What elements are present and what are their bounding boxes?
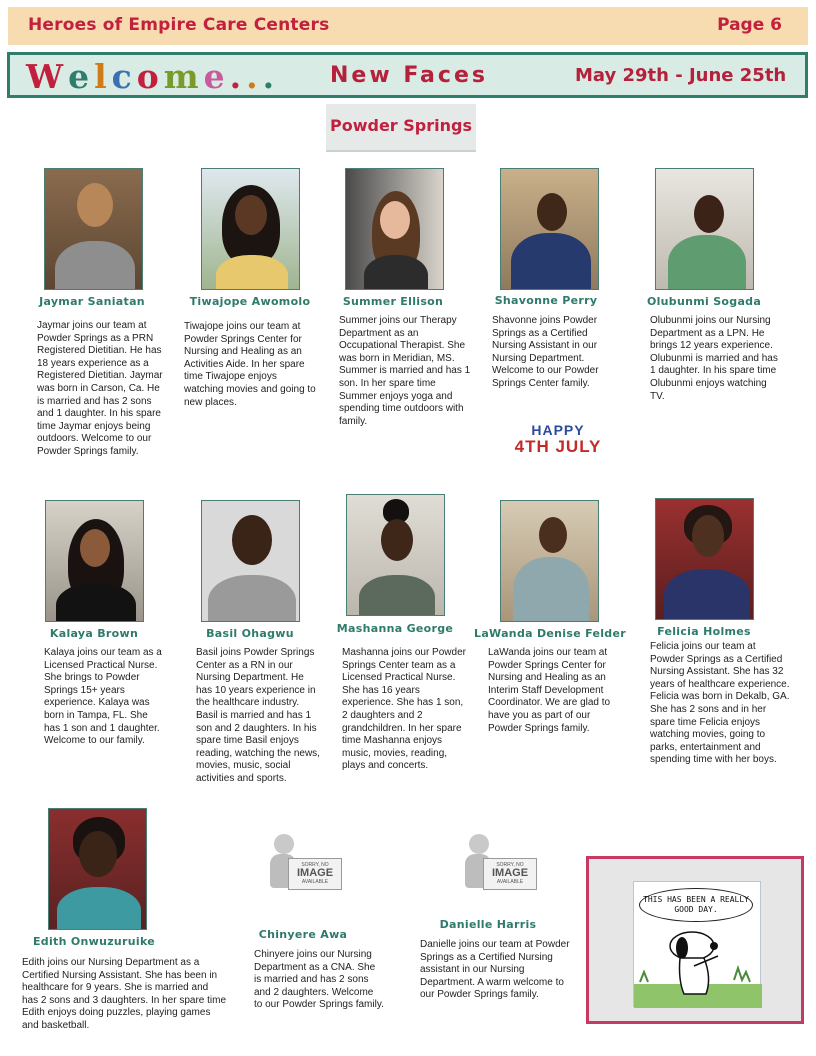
name-olubunmi: Olubunmi Sogada [646,295,762,308]
welcome-letter: . [246,57,263,96]
page-number: Page 6 [717,15,782,35]
photo-shavonne [500,168,599,290]
welcome-letter: e [203,57,230,96]
snoopy-body [680,958,709,994]
welcome-letter: e [68,57,95,96]
photo-edith [48,808,147,930]
name-lawanda: LaWanda Denise Felder [474,627,626,640]
photo-olubunmi [655,168,754,290]
welcome-letter: . [229,57,247,96]
happy-4th-july-graphic [514,422,602,464]
bio-olubunmi: Olubunmi joins our Nursing Department as a LPN. He brings 12 years experience. Olubunmi is married and has 1 daughter. In his spare time Olubunmi enjoys watching TV. [650,315,778,402]
welcome-letter: W [26,57,69,96]
snoopy-drawing [634,922,762,1008]
name-edith: Edith Onwuzuruike [32,935,156,948]
bio-jaymar: Jaymar joins our team at Powder Springs as a PRN Registered Dietitian. He has 18 years experience as a Registered Dietitian. Jaymar was born in Carson, Ca. He is married and has 2 sons and 1 daughter. In his spare time Jaymar enjoys being outdoors. Welcome to our Powder Springs family. [37,320,163,457]
location-label: Powder Springs [326,104,476,152]
speech-bubble: THIS HAS BEEN A REALLY GOOD DAY. [639,888,753,922]
bio-basil: Basil joins Powder Springs Center as a RN in our Nursing Department. He has 10 years experience in the healthcare industry. Basil is married and has 1 son and 2 daughters. In his spare time Basil enjoys reading, watching the news, movies, music, social activities and sports. [196,647,320,784]
welcome-banner [7,52,808,98]
welcome-heading [26,57,279,96]
no-image-placeholder-chinyere [266,834,346,914]
name-felicia: Felicia Holmes [657,625,751,638]
photo-basil [201,500,300,622]
name-mashanna: Mashanna George [336,622,454,635]
name-basil: Basil Ohagwu [206,627,294,640]
welcome-letter: l [94,57,112,96]
bio-lawanda: LaWanda joins our team at Powder Springs Center for Nursing and Healing as an Interim Staff Development Coordinator. We are glad to have you as part of our Powder Springs family. [488,647,611,734]
snoopy-comic [633,881,761,1007]
name-summer: Summer Ellison [342,295,444,308]
welcome-letter: m [163,57,204,96]
snoopy-ear [676,937,688,959]
no-image-sign: SORRY, NO IMAGE AVAILABLE [483,858,537,890]
date-range: May 29th - June 25th [575,65,787,86]
name-tiwajope: Tiwajope Awomolo [189,295,311,308]
photo-jaymar [44,168,143,290]
bio-shavonne: Shavonne joins Powder Springs as a Certified Nursing Assistant in our Nursing Department. Welcome to our Powder Springs Center family. [492,315,599,389]
bio-felicia: Felicia joins our team at Powder Springs as a Certified Nursing Assistant. She has 32 years of healthcare experience. Felicia was born in Dekalb, GA. She has 2 sons and in her spare time Felicia enjoys watching movies, going to parks, entertainment and spending time with her boys. [650,641,790,766]
name-jaymar: Jaymar Saniatan [39,295,145,308]
snoopy-nose [710,942,718,950]
organization-name: Heroes of Empire Care Centers [28,15,330,35]
bio-kalaya: Kalaya joins our team as a Licensed Practical Nurse. She brings to Powder Springs 15+ years experience. Kalaya was born in Tampa, FL. She has 1 son and 1 daughter. Welcome to our family. [44,647,162,747]
photo-summer [345,168,444,290]
welcome-letter: . [262,57,280,96]
bio-chinyere: Chinyere joins our Nursing Department as a CNA. She is married and has 2 sons and 2 daughters. Welcome to our Powder Springs family. [254,949,384,1011]
bio-edith: Edith joins our Nursing Department as a Certified Nursing Assistant. She has been in healthcare for 9 years. She is married and has 2 sons and 3 daughters. In her spare time Edith enjoys doing puzzles, playing games and basketball. [22,957,227,1031]
no-image-sign: SORRY, NO IMAGE AVAILABLE [288,858,342,890]
no-image-placeholder-danielle [461,834,541,914]
newsletter-header [8,7,808,45]
bio-mashanna: Mashanna joins our Powder Springs Center team as a Licensed Practical Nurse. She has 16 years experience. She has 1 son, 2 daughters and 2 grandchildren. In her spare time Mashanna enjoys music, movies, reading, plays and concerts. [342,647,466,772]
new-faces-title: New Faces [330,63,488,88]
snoopy-comic-frame [586,856,804,1024]
photo-felicia [655,498,754,620]
welcome-letter: o [136,57,164,96]
photo-tiwajope [201,168,300,290]
name-danielle: Danielle Harris [439,918,537,931]
welcome-letter: c [111,57,137,96]
july-fourth-text: 4TH JULY [514,437,602,456]
photo-mashanna [346,494,445,616]
photo-kalaya [45,500,144,622]
july-happy-text: HAPPY [531,422,585,438]
photo-lawanda [500,500,599,622]
name-chinyere: Chinyere Awa [258,928,348,941]
name-shavonne: Shavonne Perry [494,294,598,307]
name-kalaya: Kalaya Brown [49,627,139,640]
bio-tiwajope: Tiwajope joins our team at Powder Springs Center for Nursing and Healing as an Activities Aide. In her spare time Tiwajope enjoys watching movies and going to new places. [184,321,316,408]
bio-summer: Summer joins our Therapy Department as an Occupational Therapist. She was born in Meridian, MS. Summer is married and has 1 son. In her spare time Summer enjoys yoga and spending time outdoors with family. [339,315,471,427]
bio-danielle: Danielle joins our team at Powder Springs as a Certified Nursing assistant in our Nursing Department. A warm welcome to our Powder Springs family. [420,939,570,1001]
